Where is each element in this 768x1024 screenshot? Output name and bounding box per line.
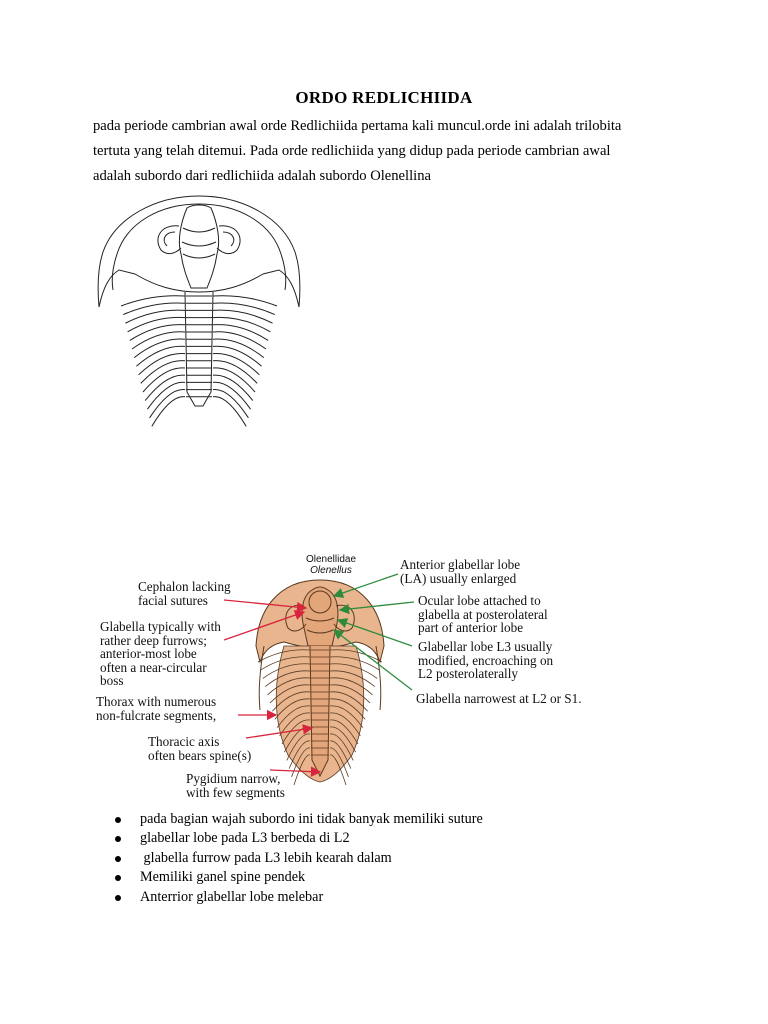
label-ocular-lobe: Ocular lobe attached to glabella at posterolateral part of anterior lobe (418, 593, 548, 636)
family-name: Olenellidae (305, 554, 357, 565)
intro-line-1: pada periode cambrian awal orde Redlichiida pertama kali muncul.orde ini adalah trilobita (93, 118, 622, 134)
trilobite-line-drawing (95, 192, 307, 432)
list-item: Memiliki ganel spine pendek (112, 868, 483, 887)
intro-line-3: adalah subordo dari redlichiida adalah subordo Olenellina (93, 168, 431, 184)
bullet-icon (115, 856, 121, 862)
bullet-icon (115, 836, 121, 842)
feature-list (112, 810, 483, 907)
list-item: pada bagian wajah subordo ini tidak banyak memiliki suture (112, 810, 483, 829)
intro-line-2: tertuta yang telah ditemui. Pada orde redlichiida yang didup pada periode cambrian awal (93, 143, 611, 159)
label-cephalon: Cephalon lacking facial sutures (138, 579, 231, 608)
list-item: glabellar lobe pada L3 berbeda di L2 (112, 829, 483, 848)
family-label (293, 554, 369, 576)
label-lobe-l3: Glabellar lobe L3 usually modified, encroaching on L2 posterolaterally (418, 639, 554, 682)
label-pygidium: Pygidium narrow, with few segments (186, 771, 285, 800)
olenellus-labeled-figure (88, 550, 728, 800)
label-thorax: Thorax with numerous non-fulcrate segments, (96, 694, 217, 723)
label-narrowest: Glabella narrowest at L2 or S1. (416, 691, 582, 706)
list-item: Anterrior glabellar lobe melebar (112, 888, 483, 907)
page-title: ORDO REDLICHIIDA (295, 88, 473, 107)
bullet-icon (115, 875, 121, 881)
bullet-icon (115, 817, 121, 823)
genus-name: Olenellus (310, 565, 352, 576)
list-item: glabella furrow pada L3 lebih kearah dalam (112, 849, 483, 868)
label-thoracic-axis: Thoracic axis often bears spine(s) (148, 734, 252, 763)
label-glabella: Glabella typically with rather deep furrows; anterior-most lobe often a near-circular boss (100, 619, 221, 689)
label-anterior-lobe: Anterior glabellar lobe (LA) usually enlarged (400, 557, 521, 586)
bullet-icon (115, 895, 121, 901)
